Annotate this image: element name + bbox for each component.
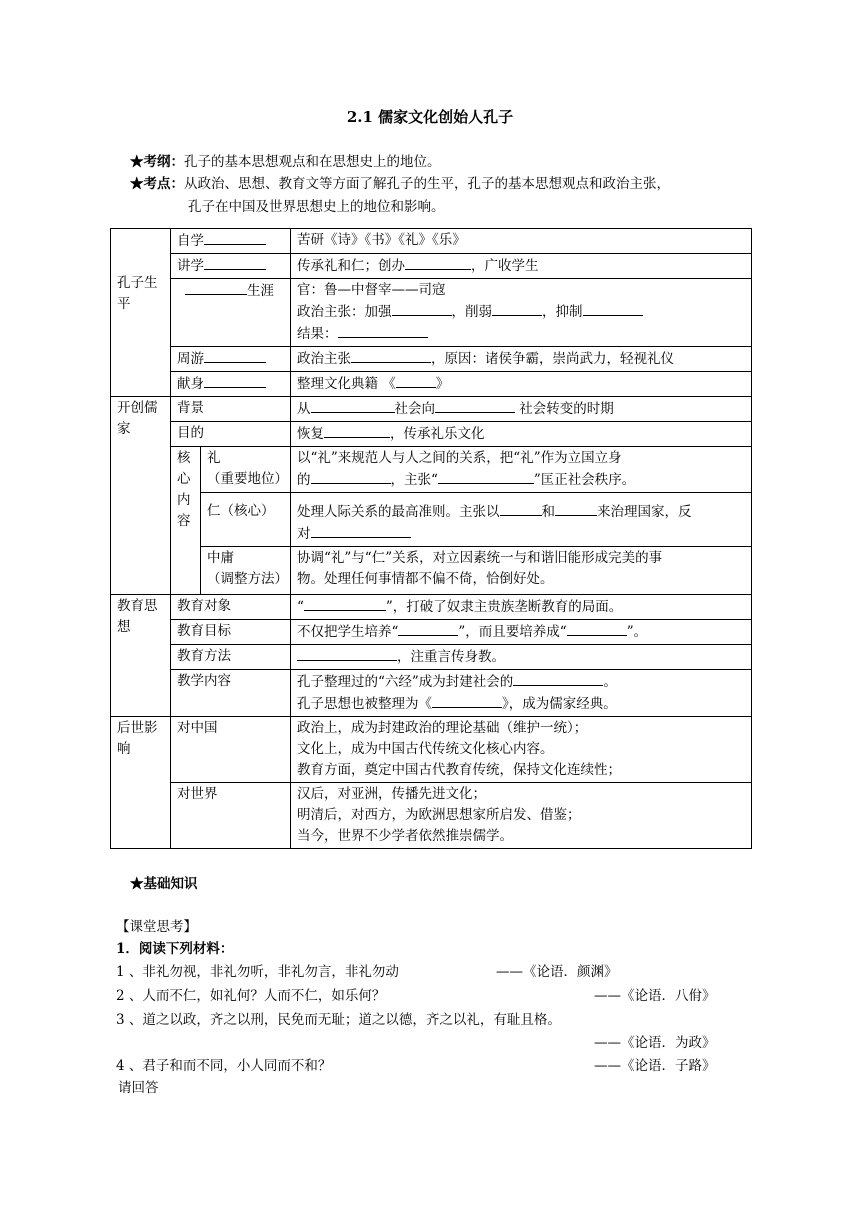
table-row (111, 620, 752, 645)
quote-1-source: ——《论语．颜渊》 (496, 964, 618, 980)
kaodian-text-2: 孔子在中国及世界思想史上的地位和影响。 (188, 199, 445, 215)
quote-3-source: ——《论语．为政》 (594, 1035, 716, 1051)
table-row (111, 422, 752, 447)
content-duixiang: “ ”，打破了奴隶主贵族垄断教育的局面。 (291, 595, 752, 620)
table-row (111, 447, 752, 493)
label-neirong: 教学内容 (171, 670, 291, 717)
fill-blank[interactable] (297, 646, 397, 661)
knowledge-table (110, 228, 752, 849)
fill-blank[interactable] (185, 280, 247, 295)
fill-blank[interactable] (204, 373, 266, 388)
fill-blank[interactable] (500, 501, 542, 516)
content-china: 政治上，成为封建政治的理论基础（维护一统）； 文化上，成为中国古代传统文化核心内容。 教育方面，奠定中国古代教育传统，保持文化连续性； (291, 717, 752, 783)
label-mudi: 目的 (171, 422, 291, 447)
content-shengya: 官：鲁—中督宰——司寇 政治主张：加强 ，削弱 ，抑制 结果： (291, 279, 752, 347)
content-mubiao: 不仅把学生培养“ ”，而且要培养成“ ”。 (291, 620, 752, 645)
quote-4: 4 、君子和而不同，小人同而不和？ (116, 1058, 332, 1074)
content-li: 以“礼”来规范人与人之间的关系，把“礼”作为立国立身 的 ，主张“ ”匡正社会秩序。 (291, 447, 752, 493)
content-neirong: 孔子整理过的“六经”成为封建社会的 。 孔子思想也被整理为《 》，成为儒家经典。 (291, 670, 752, 717)
table-row (111, 254, 752, 279)
table-row (111, 547, 752, 595)
table-row (111, 783, 752, 849)
section-create: 开创儒家 (111, 397, 171, 595)
fill-blank[interactable] (311, 398, 395, 413)
section-edu: 教育思想 (111, 595, 171, 717)
kaogang-line (130, 152, 441, 172)
content-mudi: 恢复 ，传承礼乐文化 (291, 422, 752, 447)
quote-3: 3 、道之以政，齐之以刑，民免而无耻；道之以德，齐之以礼，有耻且格。 (116, 1012, 561, 1028)
content-zhongyong: 协调“礼”与“仁”关系，对立因素统一与和谐旧能形成完美的事 物。处理任何事情都不偏不倚，恰倒好处。 (291, 547, 752, 595)
table-row (111, 595, 752, 620)
content-zixue: 苦研《诗》《书》《礼》《乐》 (291, 229, 752, 254)
fill-blank[interactable] (351, 348, 431, 363)
table-row (111, 645, 752, 670)
label-mubiao: 教育目标 (171, 620, 291, 645)
answer-prompt: 请回答 (118, 1080, 159, 1096)
ketang-heading: 【课堂思考】 (116, 919, 197, 935)
fill-blank[interactable] (396, 373, 436, 388)
fill-blank[interactable] (204, 255, 266, 270)
table-row (111, 493, 752, 547)
quote-4-source: ——《论语．子路》 (594, 1058, 716, 1074)
fill-blank[interactable] (311, 469, 391, 484)
label-shengya: 生涯 (171, 279, 291, 347)
fill-blank[interactable] (204, 348, 266, 363)
table-row (111, 372, 752, 397)
kaodian-text-1: 从政治、思想、教育文等方面了解孔子的生平，孔子的基本思想观点和政治主张， (184, 176, 670, 192)
table-row (111, 279, 752, 347)
fill-blank[interactable] (492, 301, 542, 316)
table-row (111, 717, 752, 783)
kaogang-text: 孔子的基本思想观点和在思想史上的地位。 (184, 154, 441, 170)
section-influence: 后世影响 (111, 717, 171, 849)
fill-blank[interactable] (432, 693, 502, 708)
fill-blank[interactable] (324, 423, 390, 438)
fill-blank[interactable] (438, 469, 534, 484)
fill-blank[interactable] (567, 621, 627, 636)
content-fangfa: ，注重言传身教。 (291, 645, 752, 670)
table-row (111, 229, 752, 254)
label-ren: 仁（核心） (201, 493, 291, 547)
core-content-label: 核心内容 (171, 447, 201, 595)
content-beijing: 从 社会向 社会转变的时期 (291, 397, 752, 422)
label-xianshen: 献身 (171, 372, 291, 397)
label-beijing: 背景 (171, 397, 291, 422)
quote-2: 2 、人而不仁，如礼何？人而不仁，如乐何？ (116, 988, 386, 1004)
section-life: 孔子生平 (111, 229, 171, 397)
fill-blank[interactable] (435, 398, 515, 413)
label-li: 礼 （重要地位） (201, 447, 291, 493)
label-world: 对世界 (171, 783, 291, 849)
fill-blank[interactable] (555, 501, 597, 516)
fill-blank[interactable] (405, 255, 471, 270)
fill-blank[interactable] (204, 230, 266, 245)
fill-blank[interactable] (392, 301, 452, 316)
kaodian-line (130, 174, 670, 194)
fill-blank[interactable] (398, 621, 458, 636)
basic-knowledge-heading: ★基础知识 (130, 876, 198, 892)
content-xianshen: 整理文化典籍 《 》 (291, 372, 752, 397)
table-row (111, 347, 752, 372)
kaogang-label: ★考纲： (130, 154, 184, 170)
table-row (111, 670, 752, 717)
content-jiangxue: 传承礼和仁；创办 ，广收学生 (291, 254, 752, 279)
table-row (111, 397, 752, 422)
fill-blank[interactable] (304, 596, 386, 611)
quote-1: 1 、非礼勿视，非礼勿听，非礼勿言，非礼勿动 (116, 964, 399, 980)
fill-blank[interactable] (583, 301, 643, 316)
quote-2-source: ——《论语．八佾》 (594, 988, 716, 1004)
content-world: 汉后，对亚洲，传播先进文化； 明清后，对西方，为欧洲思想家所启发、借鉴； 当今，世界不少学者依然推崇儒学。 (291, 783, 752, 849)
fill-blank[interactable] (513, 671, 603, 686)
fill-blank[interactable] (311, 523, 411, 538)
label-fangfa: 教育方法 (171, 645, 291, 670)
label-zhouyou: 周游 (171, 347, 291, 372)
label-jiangxue: 讲学 (171, 254, 291, 279)
kaodian-label: ★考点： (130, 176, 184, 192)
label-zixue: 自学 (171, 229, 291, 254)
label-china: 对中国 (171, 717, 291, 783)
fill-blank[interactable] (338, 323, 428, 338)
page-title: 2.1 儒家文化创始人孔子 (346, 108, 514, 126)
read-heading: 1．阅读下列材料： (116, 941, 234, 957)
content-zhouyou: 政治主张 ，原因：诸侯争霸，崇尚武力，轻视礼仪 (291, 347, 752, 372)
content-ren: 处理人际关系的最高准则。主张以 和 来治理国家，反 对 (291, 493, 752, 547)
label-duixiang: 教育对象 (171, 595, 291, 620)
label-zhongyong: 中庸 （调整方法） (201, 547, 291, 595)
